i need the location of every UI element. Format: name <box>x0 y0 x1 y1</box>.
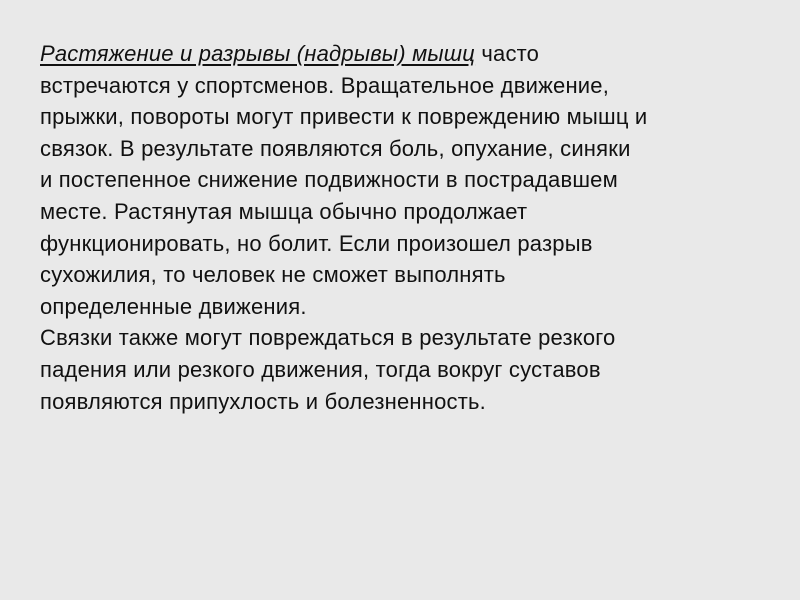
paragraph-muscle-injuries <box>40 38 780 322</box>
paragraph-ligament-injuries: Связки также могут повреждаться в результате резкого падения или резкого движения, тогда вокруг суставов появляются припухлость и болезненность. <box>40 325 616 414</box>
text-block <box>40 38 780 417</box>
emphasized-heading: Растяжение и разрывы (надрывы) мышц <box>40 41 476 66</box>
paragraph-body: часто встречаются у спортсменов. Вращательное движение, прыжки, повороты могут привести к повреждению мышц и связок. В результате появляются боль, опухание, синяки и постепенное снижение подвижности в пострадавшем месте. Растянутая мышца обычно продолжает функционировать, но болит. Если произошел разрыв сухожилия, то человек не сможет выполнять определенные движения. <box>40 41 648 319</box>
